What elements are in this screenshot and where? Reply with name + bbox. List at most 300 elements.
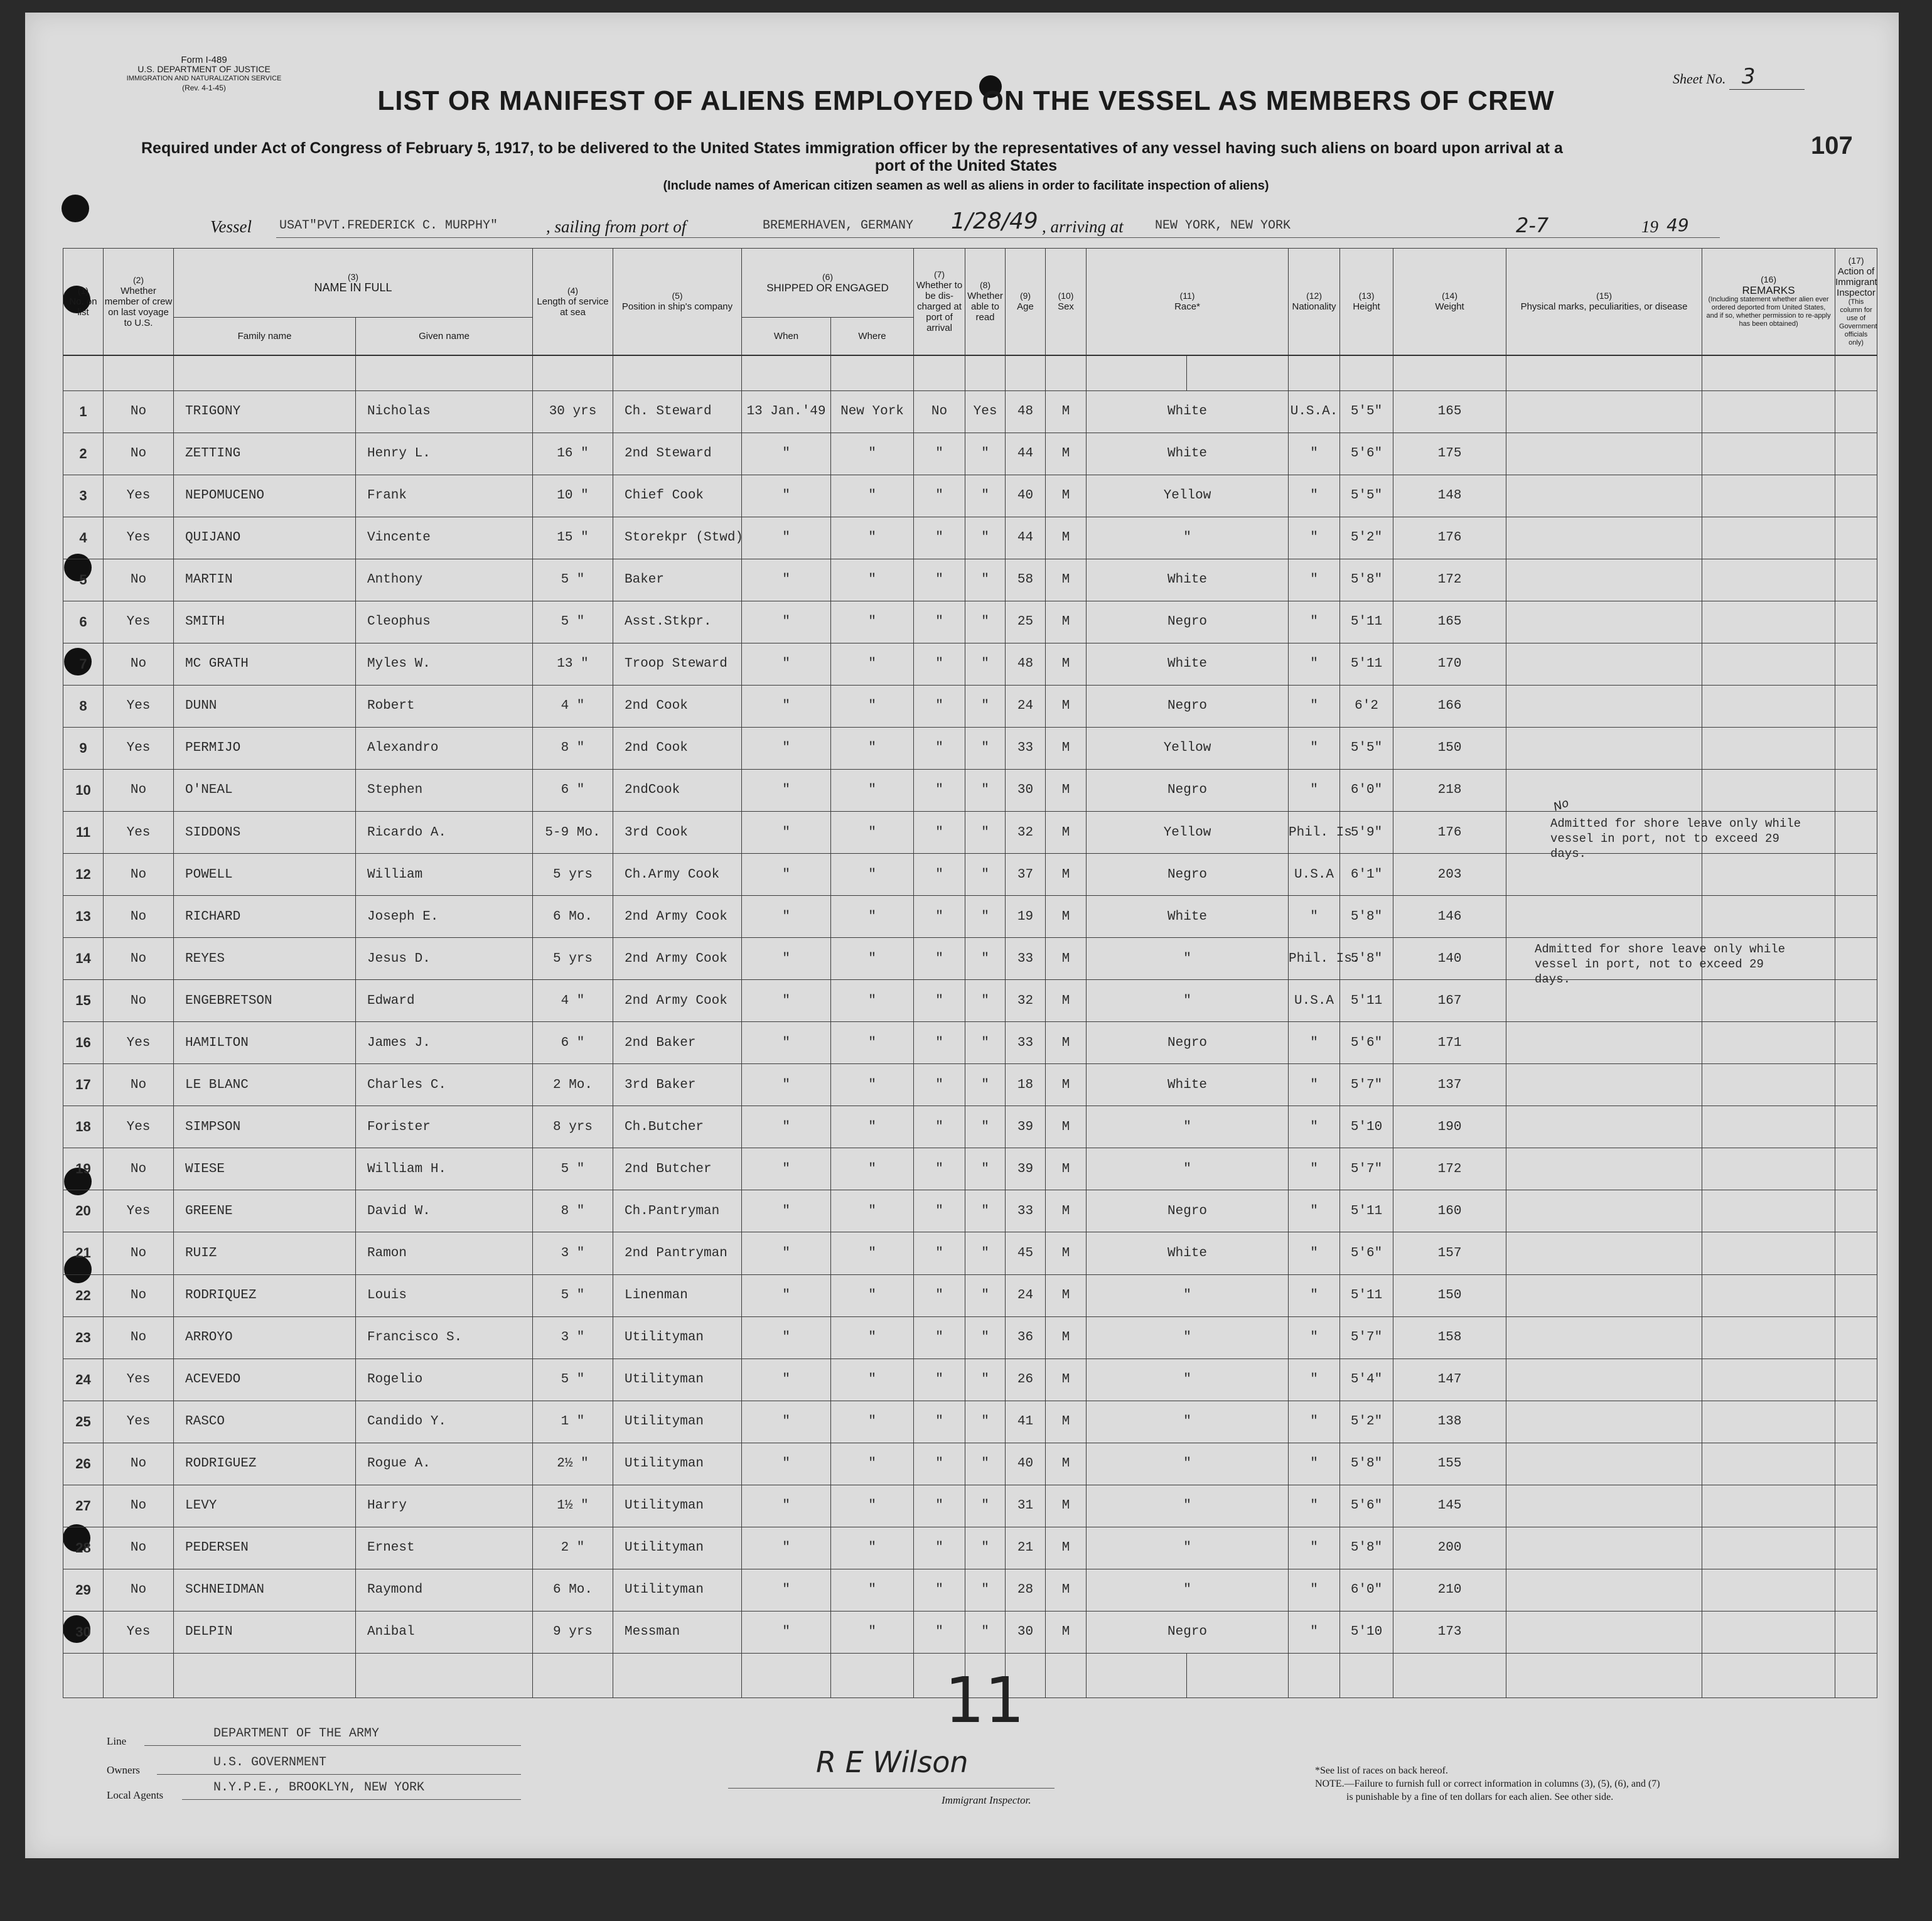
cell-race: White xyxy=(1087,390,1289,433)
cell-sex: M xyxy=(1046,1485,1087,1527)
cell-remarks xyxy=(1702,1569,1835,1611)
cell-age: 28 xyxy=(1006,1569,1046,1611)
cell-given-name: Candido Y. xyxy=(356,1401,533,1443)
cell-inspector-action xyxy=(1835,896,1877,938)
cell-able-to-read: " xyxy=(965,1190,1006,1232)
cell-height: 5'11 xyxy=(1340,1274,1393,1316)
cell-weight: 165 xyxy=(1393,390,1506,433)
cell-race: White xyxy=(1087,643,1289,685)
cell-given-name: Jesus D. xyxy=(356,938,533,980)
form-number: Form I-489 xyxy=(181,55,227,65)
sailing-label: , sailing from port of xyxy=(546,217,687,236)
cell-weight: 203 xyxy=(1393,854,1506,896)
cell-nationality: U.S.A xyxy=(1289,854,1340,896)
cell-race: " xyxy=(1087,1359,1289,1401)
cell-sex: M xyxy=(1046,812,1087,854)
cell-weight: 176 xyxy=(1393,812,1506,854)
cell-sex: M xyxy=(1046,1569,1087,1611)
cell-given-name: William H. xyxy=(356,1148,533,1190)
cell-where: " xyxy=(831,1611,914,1653)
cell-given-name: Edward xyxy=(356,980,533,1022)
cell-height: 5'4" xyxy=(1340,1359,1393,1401)
cell-nationality: " xyxy=(1289,1443,1340,1485)
col-header-remarks: (16) REMARKS (Including statement whether alien ever ordered deported from United States, and if so, whether permission to re-apply has been obtained) xyxy=(1702,249,1835,355)
cell-race: " xyxy=(1087,1316,1289,1359)
cell-race: " xyxy=(1087,1106,1289,1148)
cell-family-name: ACEVEDO xyxy=(174,1359,356,1401)
cell-given-name: James J. xyxy=(356,1022,533,1064)
cell-length-service: 2 Mo. xyxy=(533,1064,613,1106)
cell-when: " xyxy=(742,1359,831,1401)
cell-weight: 172 xyxy=(1393,559,1506,601)
cell-where: " xyxy=(831,433,914,475)
cell-position: Ch.Pantryman xyxy=(613,1190,742,1232)
cell-nationality: " xyxy=(1289,896,1340,938)
cell-where: " xyxy=(831,1359,914,1401)
cell-inspector-action xyxy=(1835,517,1877,559)
cell-position: Asst.Stkpr. xyxy=(613,601,742,643)
table-row xyxy=(63,1569,1877,1611)
cell-physical-marks xyxy=(1506,685,1702,727)
cell-discharged: " xyxy=(914,1274,965,1316)
cell-remarks xyxy=(1702,727,1835,769)
cell-inspector-action xyxy=(1835,1401,1877,1443)
cell-inspector-action xyxy=(1835,685,1877,727)
cell-position: 3rd Baker xyxy=(613,1064,742,1106)
col-header-race: (11) Race* xyxy=(1087,249,1289,355)
cell-sex: M xyxy=(1046,854,1087,896)
cell-height: 5'5" xyxy=(1340,475,1393,517)
cell-family-name: ZETTING xyxy=(174,433,356,475)
col-header-family-name: Family name xyxy=(174,318,356,355)
cell-where: " xyxy=(831,517,914,559)
cell-length-service: 4 " xyxy=(533,980,613,1022)
table-row xyxy=(63,517,1877,559)
cell-given-name: Frank xyxy=(356,475,533,517)
line-label: Line xyxy=(107,1735,127,1747)
cell-remarks xyxy=(1702,1022,1835,1064)
cell-when: " xyxy=(742,1443,831,1485)
cell-length-service: 4 " xyxy=(533,685,613,727)
col-header-position: (5) Position in ship's company xyxy=(613,249,742,355)
cell-weight: 173 xyxy=(1393,1611,1506,1653)
cell-remarks xyxy=(1702,475,1835,517)
cell-remarks xyxy=(1702,390,1835,433)
cell-no: 3 xyxy=(63,475,104,517)
cell-no: 9 xyxy=(63,727,104,769)
cell-race: Yellow xyxy=(1087,812,1289,854)
cell-nationality: " xyxy=(1289,1527,1340,1569)
cell-position: Utilityman xyxy=(613,1527,742,1569)
cell-length-service: 1½ " xyxy=(533,1485,613,1527)
cell-remarks xyxy=(1702,1359,1835,1401)
cell-given-name: Ricardo A. xyxy=(356,812,533,854)
cell-race: " xyxy=(1087,980,1289,1022)
table-row xyxy=(63,559,1877,601)
cell-length-service: 5-9 Mo. xyxy=(533,812,613,854)
cell-position: Utilityman xyxy=(613,1569,742,1611)
cell-no: 20 xyxy=(63,1190,104,1232)
cell-discharged: " xyxy=(914,896,965,938)
cell-remarks xyxy=(1702,1316,1835,1359)
table-row xyxy=(63,1106,1877,1148)
cell-weight: 167 xyxy=(1393,980,1506,1022)
cell-able-to-read: " xyxy=(965,1106,1006,1148)
cell-given-name: Forister xyxy=(356,1106,533,1148)
cell-where: " xyxy=(831,1190,914,1232)
cell-given-name: Rogelio xyxy=(356,1359,533,1401)
cell-given-name: Harry xyxy=(356,1485,533,1527)
cell-family-name: RASCO xyxy=(174,1401,356,1443)
cell-able-to-read: " xyxy=(965,980,1006,1022)
cell-position: Ch.Butcher xyxy=(613,1106,742,1148)
cell-remarks xyxy=(1702,559,1835,601)
cell-weight: 150 xyxy=(1393,727,1506,769)
cell-age: 21 xyxy=(1006,1527,1046,1569)
cell-position: Linenman xyxy=(613,1274,742,1316)
cell-discharged: " xyxy=(914,475,965,517)
cell-sex: M xyxy=(1046,1401,1087,1443)
cell-given-name: Anibal xyxy=(356,1611,533,1653)
cell-no: 1 xyxy=(63,390,104,433)
cell-sex: M xyxy=(1046,769,1087,811)
cell-physical-marks xyxy=(1506,559,1702,601)
form-dept: U.S. DEPARTMENT OF JUSTICE xyxy=(137,64,271,74)
cell-inspector-action xyxy=(1835,1527,1877,1569)
cell-remarks xyxy=(1702,896,1835,938)
cell-race: Negro xyxy=(1087,1190,1289,1232)
cell-when: " xyxy=(742,1022,831,1064)
cell-able-to-read: " xyxy=(965,1359,1006,1401)
cell-weight: 157 xyxy=(1393,1232,1506,1274)
cell-given-name: Rogue A. xyxy=(356,1443,533,1485)
cell-discharged: " xyxy=(914,601,965,643)
cell-position: Utilityman xyxy=(613,1401,742,1443)
cell-where: " xyxy=(831,1316,914,1359)
cell-race: White xyxy=(1087,433,1289,475)
vessel-label: Vessel xyxy=(210,217,252,236)
cell-family-name: NEPOMUCENO xyxy=(174,475,356,517)
cell-sex: M xyxy=(1046,938,1087,980)
cell-family-name: PERMIJO xyxy=(174,727,356,769)
cell-height: 5'11 xyxy=(1340,601,1393,643)
col-header-length-service: (4) Length of service at sea xyxy=(533,249,613,355)
cell-where: " xyxy=(831,854,914,896)
cell-no: 11 xyxy=(63,812,104,854)
cell-height: 6'1" xyxy=(1340,854,1393,896)
cell-family-name: HAMILTON xyxy=(174,1022,356,1064)
cell-able-to-read: " xyxy=(965,727,1006,769)
cell-where: " xyxy=(831,1064,914,1106)
cell-inspector-action xyxy=(1835,1359,1877,1401)
cell-age: 33 xyxy=(1006,1022,1046,1064)
cell-discharged: No xyxy=(914,390,965,433)
cell-nationality: " xyxy=(1289,1485,1340,1527)
cell-sex: M xyxy=(1046,1611,1087,1653)
cell-height: 5'11 xyxy=(1340,1190,1393,1232)
cell-physical-marks xyxy=(1506,1232,1702,1274)
cell-position: Ch. Steward xyxy=(613,390,742,433)
cell-nationality: " xyxy=(1289,643,1340,685)
cell-nationality: " xyxy=(1289,517,1340,559)
cell-where: " xyxy=(831,1443,914,1485)
cell-family-name: SCHNEIDMAN xyxy=(174,1569,356,1611)
cell-height: 5'6" xyxy=(1340,433,1393,475)
cell-inspector-action xyxy=(1835,1443,1877,1485)
cell-physical-marks xyxy=(1506,1443,1702,1485)
cell-last-voyage: No xyxy=(104,1274,174,1316)
cell-length-service: 6 Mo. xyxy=(533,896,613,938)
cell-position: Utilityman xyxy=(613,1359,742,1401)
cell-no: 2 xyxy=(63,433,104,475)
cell-able-to-read: " xyxy=(965,1022,1006,1064)
cell-able-to-read: Yes xyxy=(965,390,1006,433)
table-row xyxy=(63,1022,1877,1064)
cell-inspector-action xyxy=(1835,1569,1877,1611)
cell-position: Messman xyxy=(613,1611,742,1653)
cell-when: " xyxy=(742,601,831,643)
cell-no: 16 xyxy=(63,1022,104,1064)
cell-inspector-action xyxy=(1835,727,1877,769)
cell-discharged: " xyxy=(914,727,965,769)
cell-remarks xyxy=(1702,685,1835,727)
cell-height: 5'9" xyxy=(1340,812,1393,854)
cell-last-voyage: No xyxy=(104,896,174,938)
cell-height: 5'6" xyxy=(1340,1232,1393,1274)
cell-no: 17 xyxy=(63,1064,104,1106)
cell-race: " xyxy=(1087,1148,1289,1190)
vessel-underline xyxy=(276,237,1720,238)
cell-no: 21 xyxy=(63,1232,104,1274)
cell-no: 12 xyxy=(63,854,104,896)
cell-able-to-read: " xyxy=(965,854,1006,896)
cell-last-voyage: No xyxy=(104,433,174,475)
cell-inspector-action xyxy=(1835,390,1877,433)
cell-sex: M xyxy=(1046,1190,1087,1232)
table-row xyxy=(63,1064,1877,1106)
cell-last-voyage: Yes xyxy=(104,727,174,769)
cell-sex: M xyxy=(1046,390,1087,433)
cell-race: Yellow xyxy=(1087,727,1289,769)
agents-value: N.Y.P.E., BROOKLYN, NEW YORK xyxy=(213,1780,425,1795)
cell-height: 5'8" xyxy=(1340,896,1393,938)
note-penalty: NOTE.—Failure to furnish full or correct information in columns (3), (5), (6), and (7) xyxy=(1315,1778,1660,1789)
cell-nationality: " xyxy=(1289,475,1340,517)
cell-inspector-action xyxy=(1835,1064,1877,1106)
cell-no: 24 xyxy=(63,1359,104,1401)
cell-when: " xyxy=(742,1232,831,1274)
cell-physical-marks xyxy=(1506,433,1702,475)
cell-height: 5'6" xyxy=(1340,1485,1393,1527)
col-header-nationality: (12) Nationality xyxy=(1289,249,1340,355)
cell-age: 24 xyxy=(1006,1274,1046,1316)
cell-weight: 148 xyxy=(1393,475,1506,517)
page-stamp: 107 xyxy=(1811,132,1853,159)
cell-age: 24 xyxy=(1006,685,1046,727)
cell-age: 26 xyxy=(1006,1359,1046,1401)
crew-rows xyxy=(63,355,1877,1698)
cell-last-voyage: No xyxy=(104,1527,174,1569)
cell-age: 32 xyxy=(1006,980,1046,1022)
col-header-weight: (14) Weight xyxy=(1393,249,1506,355)
cell-no: 30 xyxy=(63,1611,104,1653)
cell-race: Negro xyxy=(1087,1022,1289,1064)
cell-physical-marks xyxy=(1506,1611,1702,1653)
cell-remarks xyxy=(1702,1527,1835,1569)
cell-position: Troop Steward xyxy=(613,643,742,685)
cell-race: White xyxy=(1087,559,1289,601)
cell-weight: 218 xyxy=(1393,769,1506,811)
subtitle-port: port of the United States xyxy=(874,157,1058,175)
cell-able-to-read: " xyxy=(965,559,1006,601)
cell-where: " xyxy=(831,1022,914,1064)
cell-inspector-action xyxy=(1835,980,1877,1022)
cell-given-name: Cleophus xyxy=(356,601,533,643)
cell-nationality: Phil. Is xyxy=(1289,812,1340,854)
cell-given-name: Anthony xyxy=(356,559,533,601)
cell-physical-marks xyxy=(1506,896,1702,938)
cell-nationality: " xyxy=(1289,1401,1340,1443)
table-row xyxy=(63,1359,1877,1401)
cell-physical-marks xyxy=(1506,1106,1702,1148)
cell-inspector-action xyxy=(1835,1232,1877,1274)
cell-nationality: " xyxy=(1289,433,1340,475)
cell-sex: M xyxy=(1046,1064,1087,1106)
col-header-height: (13) Height xyxy=(1340,249,1393,355)
cell-length-service: 8 " xyxy=(533,1190,613,1232)
cell-family-name: SMITH xyxy=(174,601,356,643)
cell-sex: M xyxy=(1046,1359,1087,1401)
cell-where: " xyxy=(831,1232,914,1274)
cell-able-to-read: " xyxy=(965,938,1006,980)
cell-inspector-action xyxy=(1835,938,1877,980)
cell-able-to-read: " xyxy=(965,1569,1006,1611)
cell-race: White xyxy=(1087,896,1289,938)
cell-nationality: " xyxy=(1289,1316,1340,1359)
cell-height: 6'0" xyxy=(1340,1569,1393,1611)
cell-weight: 190 xyxy=(1393,1106,1506,1148)
inspector-label: Immigrant Inspector. xyxy=(942,1794,1031,1806)
cell-family-name: ENGEBRETSON xyxy=(174,980,356,1022)
cell-position: 2nd Steward xyxy=(613,433,742,475)
cell-sex: M xyxy=(1046,517,1087,559)
cell-age: 44 xyxy=(1006,433,1046,475)
cell-age: 36 xyxy=(1006,1316,1046,1359)
cell-discharged: " xyxy=(914,643,965,685)
table-row xyxy=(63,1401,1877,1443)
cell-remarks xyxy=(1702,643,1835,685)
cell-nationality: " xyxy=(1289,601,1340,643)
cell-where: " xyxy=(831,559,914,601)
cell-when: " xyxy=(742,433,831,475)
cell-height: 5'8" xyxy=(1340,938,1393,980)
cell-nationality: " xyxy=(1289,1064,1340,1106)
cell-length-service: 5 " xyxy=(533,1148,613,1190)
cell-position: Baker xyxy=(613,559,742,601)
cell-given-name: Francisco S. xyxy=(356,1316,533,1359)
cell-last-voyage: No xyxy=(104,390,174,433)
cell-weight: 147 xyxy=(1393,1359,1506,1401)
arrival-date: 2-7 xyxy=(1516,213,1549,237)
cell-no: 4 xyxy=(63,517,104,559)
cell-remarks xyxy=(1702,1148,1835,1190)
year-prefix: 19 xyxy=(1641,217,1658,236)
cell-no: 10 xyxy=(63,769,104,811)
page-title: LIST OR MANIFEST OF ALIENS EMPLOYED ON THE VESSEL AS MEMBERS OF CREW xyxy=(377,85,1555,116)
cell-race: " xyxy=(1087,938,1289,980)
cell-remarks xyxy=(1702,1190,1835,1232)
col-header-when: When xyxy=(742,318,831,355)
owners-label: Owners xyxy=(107,1764,140,1776)
cell-when: " xyxy=(742,812,831,854)
cell-family-name: REYES xyxy=(174,938,356,980)
note-penalty-cont: is punishable by a fine of ten dollars for each alien. See other side. xyxy=(1346,1792,1614,1802)
cell-no: 7 xyxy=(63,643,104,685)
cell-nationality: U.S.A. xyxy=(1289,390,1340,433)
cell-when: " xyxy=(742,938,831,980)
cell-physical-marks xyxy=(1506,769,1702,811)
footer-notes xyxy=(1315,1764,1849,1804)
cell-weight: 146 xyxy=(1393,896,1506,938)
cell-physical-marks xyxy=(1506,1190,1702,1232)
cell-height: 5'11 xyxy=(1340,980,1393,1022)
cell-inspector-action xyxy=(1835,1316,1877,1359)
cell-when: " xyxy=(742,1064,831,1106)
cell-last-voyage: No xyxy=(104,643,174,685)
cell-where: " xyxy=(831,1274,914,1316)
cell-age: 18 xyxy=(1006,1064,1046,1106)
cell-position: 2nd Army Cook xyxy=(613,938,742,980)
cell-family-name: GREENE xyxy=(174,1190,356,1232)
cell-physical-marks xyxy=(1506,1148,1702,1190)
cell-when: " xyxy=(742,559,831,601)
cell-length-service: 5 yrs xyxy=(533,938,613,980)
cell-last-voyage: Yes xyxy=(104,1359,174,1401)
cell-family-name: ARROYO xyxy=(174,1316,356,1359)
cell-able-to-read: " xyxy=(965,1064,1006,1106)
cell-race: Negro xyxy=(1087,769,1289,811)
cell-physical-marks xyxy=(1506,390,1702,433)
cell-able-to-read: " xyxy=(965,1401,1006,1443)
cell-where: " xyxy=(831,769,914,811)
cell-when: " xyxy=(742,1190,831,1232)
cell-family-name: MC GRATH xyxy=(174,643,356,685)
cell-nationality: " xyxy=(1289,559,1340,601)
cell-height: 5'5" xyxy=(1340,727,1393,769)
cell-given-name: Charles C. xyxy=(356,1064,533,1106)
cell-inspector-action xyxy=(1835,1022,1877,1064)
cell-family-name: RODRIGUEZ xyxy=(174,1443,356,1485)
cell-age: 30 xyxy=(1006,769,1046,811)
arriving-label: , arriving at xyxy=(1042,217,1124,236)
port-from: BREMERHAVEN, GERMANY xyxy=(763,218,914,233)
cell-no: 15 xyxy=(63,980,104,1022)
cell-last-voyage: No xyxy=(104,1443,174,1485)
cell-remarks xyxy=(1702,1485,1835,1527)
cell-length-service: 10 " xyxy=(533,475,613,517)
cell-weight: 176 xyxy=(1393,517,1506,559)
cell-family-name: MARTIN xyxy=(174,559,356,601)
cell-discharged: " xyxy=(914,1527,965,1569)
cell-nationality: " xyxy=(1289,685,1340,727)
cell-weight: 138 xyxy=(1393,1401,1506,1443)
col-header-no: (1) No. on list xyxy=(63,249,104,355)
table-row xyxy=(63,1148,1877,1190)
cell-able-to-read: " xyxy=(965,1148,1006,1190)
cell-position: Ch.Army Cook xyxy=(613,854,742,896)
cell-last-voyage: Yes xyxy=(104,1190,174,1232)
cell-weight: 210 xyxy=(1393,1569,1506,1611)
